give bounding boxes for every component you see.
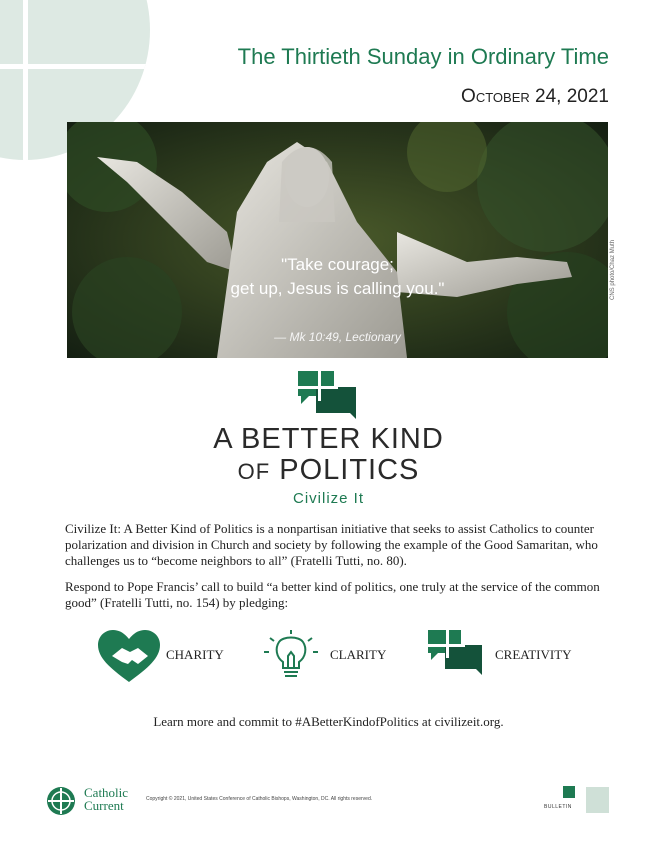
hero-quote [67,253,608,301]
brand-line2-rest: POLITICS [279,454,420,486]
lightbulb-icon [264,630,318,682]
pledge-paragraph: Respond to Pope Francis’ call to build “a better kind of politics, one truly at the service of the common good” (Fratelli Tutti, no. 154) by pledging: [65,579,600,610]
speech-bubbles-icon [428,630,486,676]
pillar-label-creativity: CREATIVITY [495,647,572,662]
intro-paragraph: Civilize It: A Better Kind of Politics is a nonpartisan initiative that seeks to assist Catholics to counter polarization and division in Church and society by following the example of the Good Samaritan, who challenges us to “become neighbors to all” (Fratelli Tutti, no. 80). [65,521,598,568]
decorative-square-light [586,787,609,813]
wordmark-line2: Current [84,798,124,813]
pillar-label-clarity: CLARITY [330,647,387,662]
statue-illustration [67,122,608,358]
brand-line1-rest: BETTER KIND [241,423,444,455]
brand-line1-prefix: A [213,423,232,455]
bulletin-label: BULLETIN [544,804,572,810]
pillar-label-charity: CHARITY [166,647,224,662]
brand-line1 [0,423,657,456]
speech-bubbles-logo-icon [298,371,360,419]
catholic-current-wordmark [84,786,128,812]
hero-photo [67,122,608,358]
hero-citation: — Mk 10:49, Lectionary [274,330,401,344]
learn-more-text: Learn more and commit to #ABetterKindofPolitics at civilizeit.org. [153,714,504,729]
hero-quote-line2: get up, Jesus is calling you." [230,279,445,298]
brand-line2-prefix: OF [237,459,271,484]
copyright-text: Copyright © 2021, United States Conference of Catholic Bishops, Washington, DC. All rights reserved. [146,796,373,802]
decorative-square-dark [563,786,575,798]
photo-credit: CNS photo/Chaz Muth [610,239,616,300]
heart-handshake-icon [98,630,160,684]
brand-line2 [0,454,657,487]
page-title: The Thirtieth Sunday in Ordinary Time [237,44,609,69]
wordmark-line1: Catholic [84,785,129,800]
brand-tagline: Civilize It [292,490,364,507]
page-date: October 24, 2021 [461,86,609,107]
hero-quote-line1: "Take courage; [281,255,394,274]
catholic-current-logo-icon [46,786,76,816]
